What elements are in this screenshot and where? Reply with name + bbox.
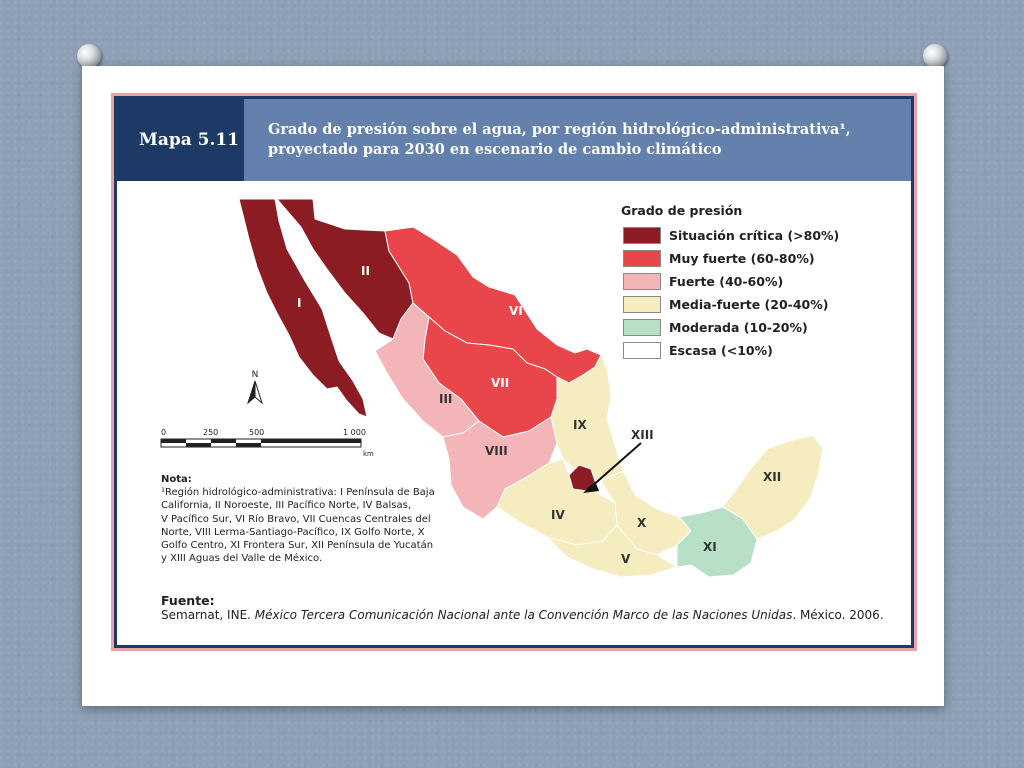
legend-label: Escasa (<10%) xyxy=(669,342,773,358)
source-citation xyxy=(161,608,901,622)
map-id-label: Mapa 5.11 xyxy=(117,99,244,181)
note-line: ¹Región hidrológico-administrativa: I Península de Baja xyxy=(161,487,435,499)
north-arrow-icon xyxy=(248,381,255,403)
scale-unit: km xyxy=(363,450,374,458)
legend-label: Muy fuerte (60-80%) xyxy=(669,250,815,266)
region-label-IV: IV xyxy=(551,508,565,522)
map-title-line2: proyectado para 2030 en escenario de cambio climático xyxy=(268,141,722,158)
region-label-XII: XII xyxy=(763,470,782,484)
region-label-I: I xyxy=(297,296,302,310)
note-title: Nota: xyxy=(161,474,192,485)
legend-label: Fuerte (40-60%) xyxy=(669,273,784,289)
region-label-VII: VII xyxy=(491,376,510,390)
map-title-line1: Grado de presión sobre el agua, por región hidrológico-administrativa¹, xyxy=(268,121,851,138)
region-label-V: V xyxy=(621,552,631,566)
region-label-XI: XI xyxy=(703,540,717,554)
source-title: Fuente: xyxy=(161,593,215,608)
map-panel xyxy=(114,96,914,648)
legend-title: Grado de presión xyxy=(621,203,743,218)
note xyxy=(161,473,451,565)
scale-tick-500: 500 xyxy=(249,428,265,437)
region-label-IX: IX xyxy=(573,418,587,432)
source xyxy=(161,593,901,622)
north-arrow-icon-half xyxy=(255,381,262,403)
legend-label: Media-fuerte (20-40%) xyxy=(669,296,829,312)
scale-tick-0: 0 xyxy=(161,428,167,437)
region-label-III: III xyxy=(439,392,453,406)
region-label-XIII: XIII xyxy=(631,428,654,442)
legend-label: Situación crítica (>80%) xyxy=(669,227,840,243)
scale-bar xyxy=(161,428,374,458)
source-work-title: México Tercera Comunicación Nacional ante la Convención Marco de las Naciones Unidas xyxy=(254,608,793,622)
scale-tick-250: 250 xyxy=(203,428,219,437)
region-label-VI: VI xyxy=(509,304,523,318)
region-label-X: X xyxy=(637,516,647,530)
note-line: Golfo Centro, XI Frontera Sur, XII Península de Yucatán xyxy=(161,540,434,552)
source-prefix: Semarnat, INE. xyxy=(161,608,255,622)
map-title xyxy=(244,99,911,181)
note-line: Norte, VIII Lerma-Santiago-Pacífico, IX Golfo Norte, X xyxy=(161,526,425,538)
note-line: California, II Noroeste, III Pacífico Norte, IV Balsas, xyxy=(161,500,412,512)
note-line: V Pacífico Sur, VI Río Bravo, VII Cuencas Centrales del xyxy=(161,513,431,525)
source-suffix: . México. 2006. xyxy=(792,608,884,622)
scale-tick-1000: 1 000 xyxy=(343,428,366,437)
region-label-VIII: VIII xyxy=(485,444,508,458)
north-label: N xyxy=(251,370,259,380)
region-label-II: II xyxy=(361,264,370,278)
note-line: y XIII Aguas del Valle de México. xyxy=(161,553,323,565)
legend-label: Moderada (10-20%) xyxy=(669,319,808,335)
